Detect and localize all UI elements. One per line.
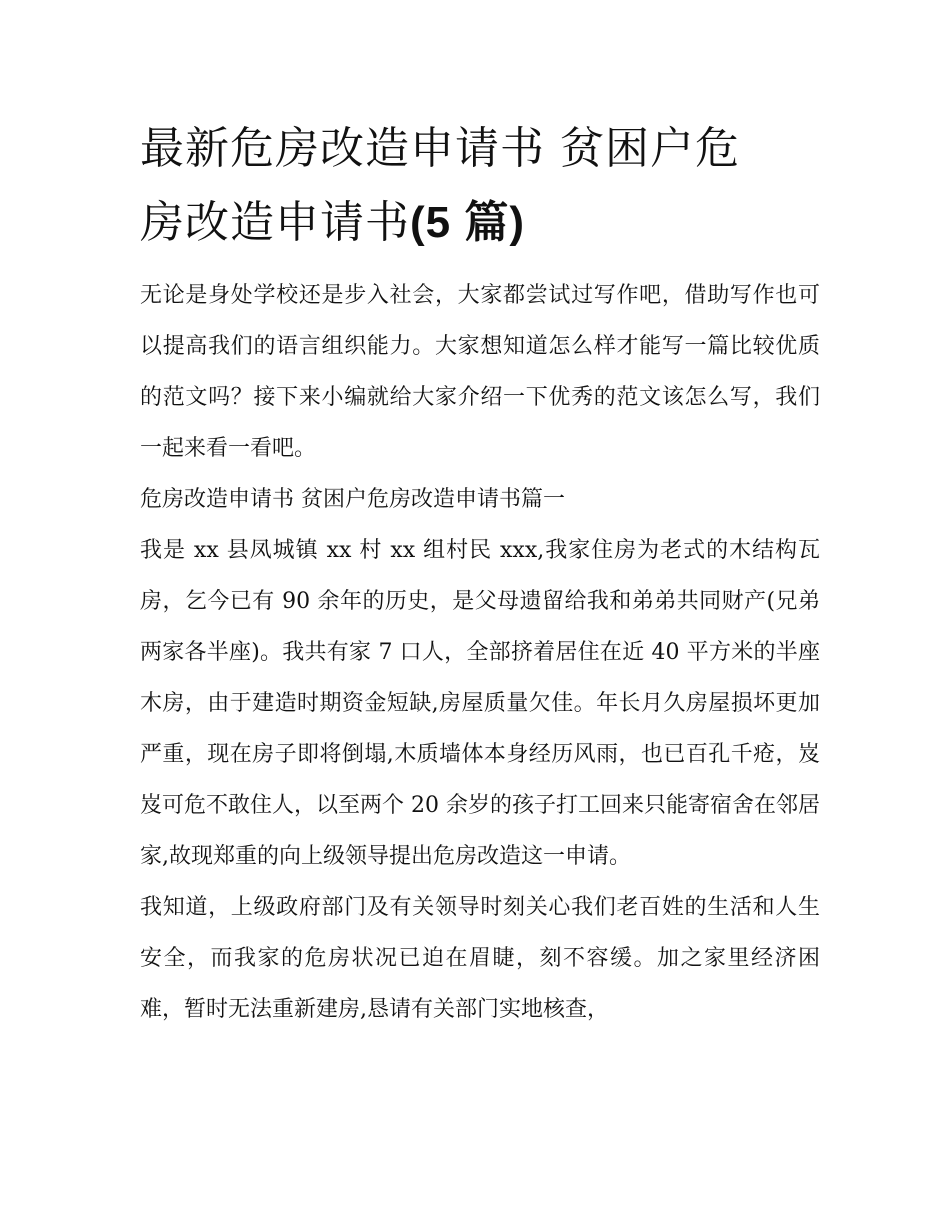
title-line-2: 房改造申请书 [140, 197, 410, 248]
document-page [140, 112, 820, 1035]
title-line-1: 最新危房改造申请书 贫困户危 [140, 123, 740, 174]
title-count: (5 篇) [410, 198, 525, 247]
body-paragraph-1: 我是 xx 县凤城镇 xx 村 xx 组村民 xxx,我家住房为老式的木结构瓦房，乞今已有 90 余年的历史，是父母遗留给我和弟弟共同财产(兄弟两家各半座)。我共有家 7 口人，全部挤着居住在近 40 平方米的半座木房，由于建造时期资金短缺,房屋质量欠佳。年长月久房屋损坏更加严重，现在房子即将倒塌,木质墙体本身经历风雨，也已百孔千疮，岌岌可危不敢住人，以至两个 20 余岁的孩子打工回来只能寄宿舍在邻居家,故现郑重的向上级领导提出危房改造这一申请。 [140, 538, 820, 869]
intro-paragraph: 无论是身处学校还是步入社会，大家都尝试过写作吧，借助写作也可以提高我们的语言组织能力。大家想知道怎么样才能写一篇比较优质的范文吗？接下来小编就给大家介绍一下优秀的范文该怎么写，我们一起来看一看吧。 [140, 283, 820, 461]
body-paragraph-2: 我知道，上级政府部门及有关领导时刻关心我们老百姓的生活和人生安全，而我家的危房状况已迫在眉睫，刻不容缓。加之家里经济困难，暂时无法重新建房,恳请有关部门实地核查， [140, 895, 820, 1022]
document-title [140, 112, 820, 260]
section-heading: 危房改造申请书 贫困户危房改造申请书篇一 [140, 487, 565, 512]
